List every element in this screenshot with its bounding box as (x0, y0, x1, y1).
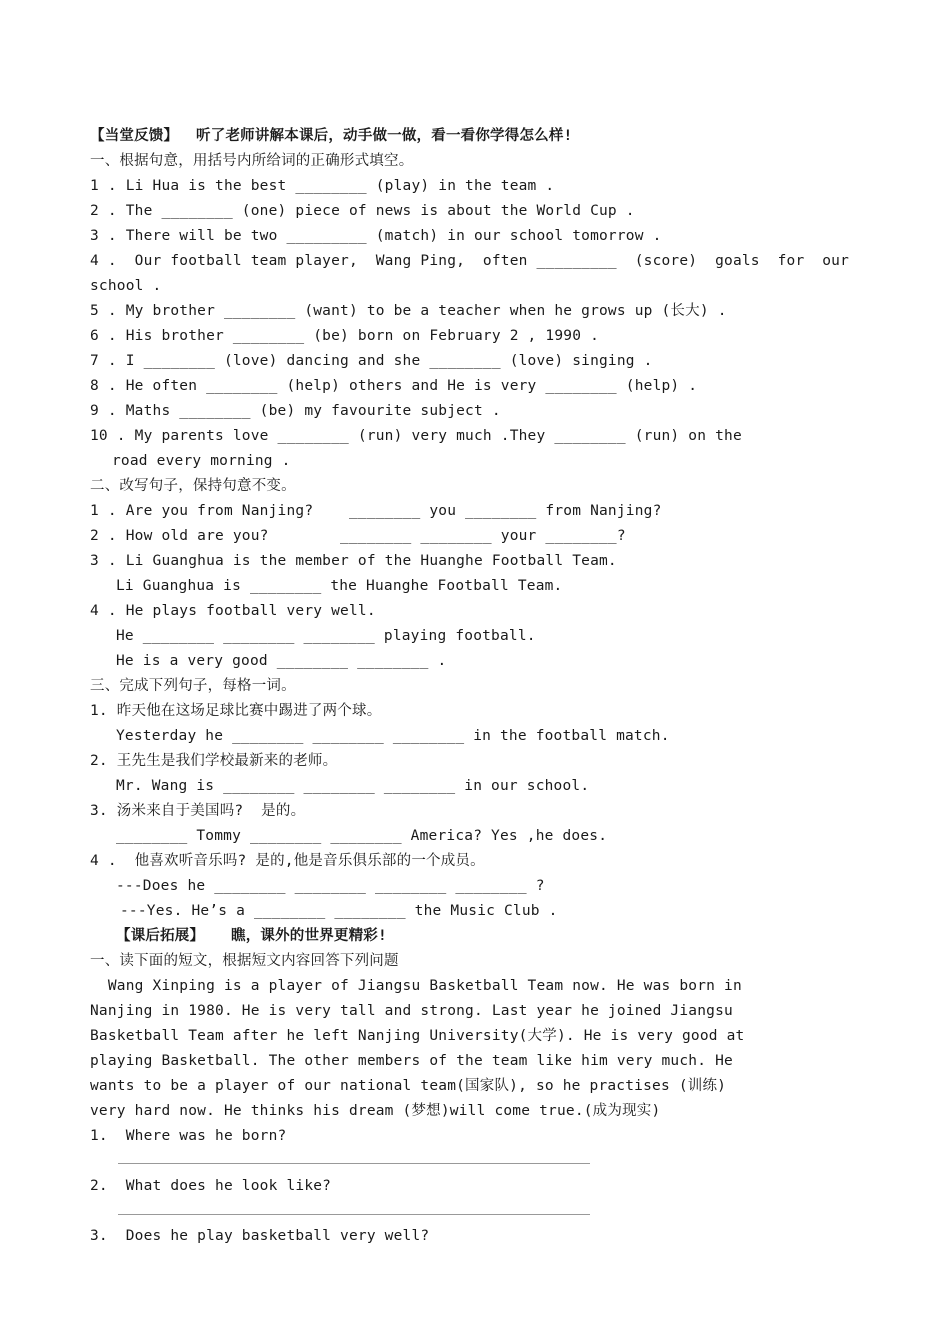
text-line: 3 . There will be two _________ (match) in our school tomorrow . (90, 228, 662, 244)
text-line: 9 . Maths ________ (be) my favourite subject . (90, 403, 501, 419)
text-line: 三、完成下列句子，每格一词。 (90, 678, 296, 694)
text-line: 4 . He plays football very well. (90, 603, 376, 619)
text-line: 2 . How old are you? ________ ________ your ________? (90, 528, 626, 544)
answer-line (118, 1163, 590, 1164)
text-line: 5 . My brother ________ (want) to be a teacher when he grows up (长大) . (90, 303, 727, 319)
text-line: 8 . He often ________ (help) others and He is very ________ (help) . (90, 378, 698, 394)
text-line: 【课后拓展】 瞧，课外的世界更精彩! (116, 928, 387, 944)
text-line: school . (90, 278, 162, 294)
text-line: 2. What does he look like? (90, 1178, 332, 1194)
text-line: ---Does he ________ ________ ________ ________ ? (116, 878, 545, 894)
text-line: 一、读下面的短文，根据短文内容回答下列问题 (90, 953, 399, 969)
text-line: wants to be a player of our national team(国家队), so he practises (训练) (90, 1078, 727, 1094)
text-line: 6 . His brother ________ (be) born on February 2 , 1990 . (90, 328, 599, 344)
text-line: very hard now. He thinks his dream (梦想)will come true.(成为现实) (90, 1103, 661, 1119)
text-line: Yesterday he ________ ________ ________ in the football match. (116, 728, 670, 744)
text-line: Basketball Team after he left Nanjing University(大学). He is very good at (90, 1028, 745, 1044)
answer-line (118, 1214, 590, 1215)
text-line: 2 . The ________ (one) piece of news is about the World Cup . (90, 203, 635, 219)
text-line: 4 . 他喜欢听音乐吗? 是的,他是音乐俱乐部的一个成员。 (90, 853, 485, 869)
text-line: road every morning . (112, 453, 291, 469)
text-line: 二、改写句子，保持句意不变。 (90, 478, 296, 494)
text-line: Mr. Wang is ________ ________ ________ in our school. (116, 778, 590, 794)
text-line: 3 . Li Guanghua is the member of the Huanghe Football Team. (90, 553, 617, 569)
text-line: ---Yes. He’s a ________ ________ the Music Club . (120, 903, 558, 919)
text-line: 1 . Are you from Nanjing? ________ you ________ from Nanjing? (90, 503, 662, 519)
text-line: 3. 汤米来自于美国吗? 是的。 (90, 803, 306, 819)
text-line: He ________ ________ ________ playing football. (116, 628, 536, 644)
text-line: 一、根据句意，用括号内所给词的正确形式填空。 (90, 153, 414, 169)
text-line: 1. 昨天他在这场足球比赛中踢进了两个球。 (90, 703, 382, 719)
text-line: 4 . Our football team player, Wang Ping, often _________ (score) goals for our (90, 253, 850, 269)
text-line: 1. Where was he born? (90, 1128, 287, 1144)
text-line: 3. Does he play basketball very well? (90, 1228, 430, 1244)
text-line: Li Guanghua is ________ the Huanghe Football Team. (116, 578, 563, 594)
text-line: Nanjing in 1980. He is very tall and strong. Last year he joined Jiangsu (90, 1003, 733, 1019)
text-line: 7 . I ________ (love) dancing and she ________ (love) singing . (90, 353, 653, 369)
text-line: Wang Xinping is a player of Jiangsu Basketball Team now. He was born in (90, 978, 742, 994)
text-line: ________ Tommy ________ ________ America? Yes ,he does. (116, 828, 608, 844)
text-line: 【当堂反馈】 听了老师讲解本课后，动手做一做，看一看你学得怎么样! (90, 128, 573, 144)
text-line: 10 . My parents love ________ (run) very much .They ________ (run) on the (90, 428, 742, 444)
text-line: 1 . Li Hua is the best ________ (play) in the team . (90, 178, 555, 194)
text-line: playing Basketball. The other members of the team like him very much. He (90, 1053, 733, 1069)
text-line: He is a very good ________ ________ . (116, 653, 447, 669)
text-line: 2. 王先生是我们学校最新来的老师。 (90, 753, 338, 769)
